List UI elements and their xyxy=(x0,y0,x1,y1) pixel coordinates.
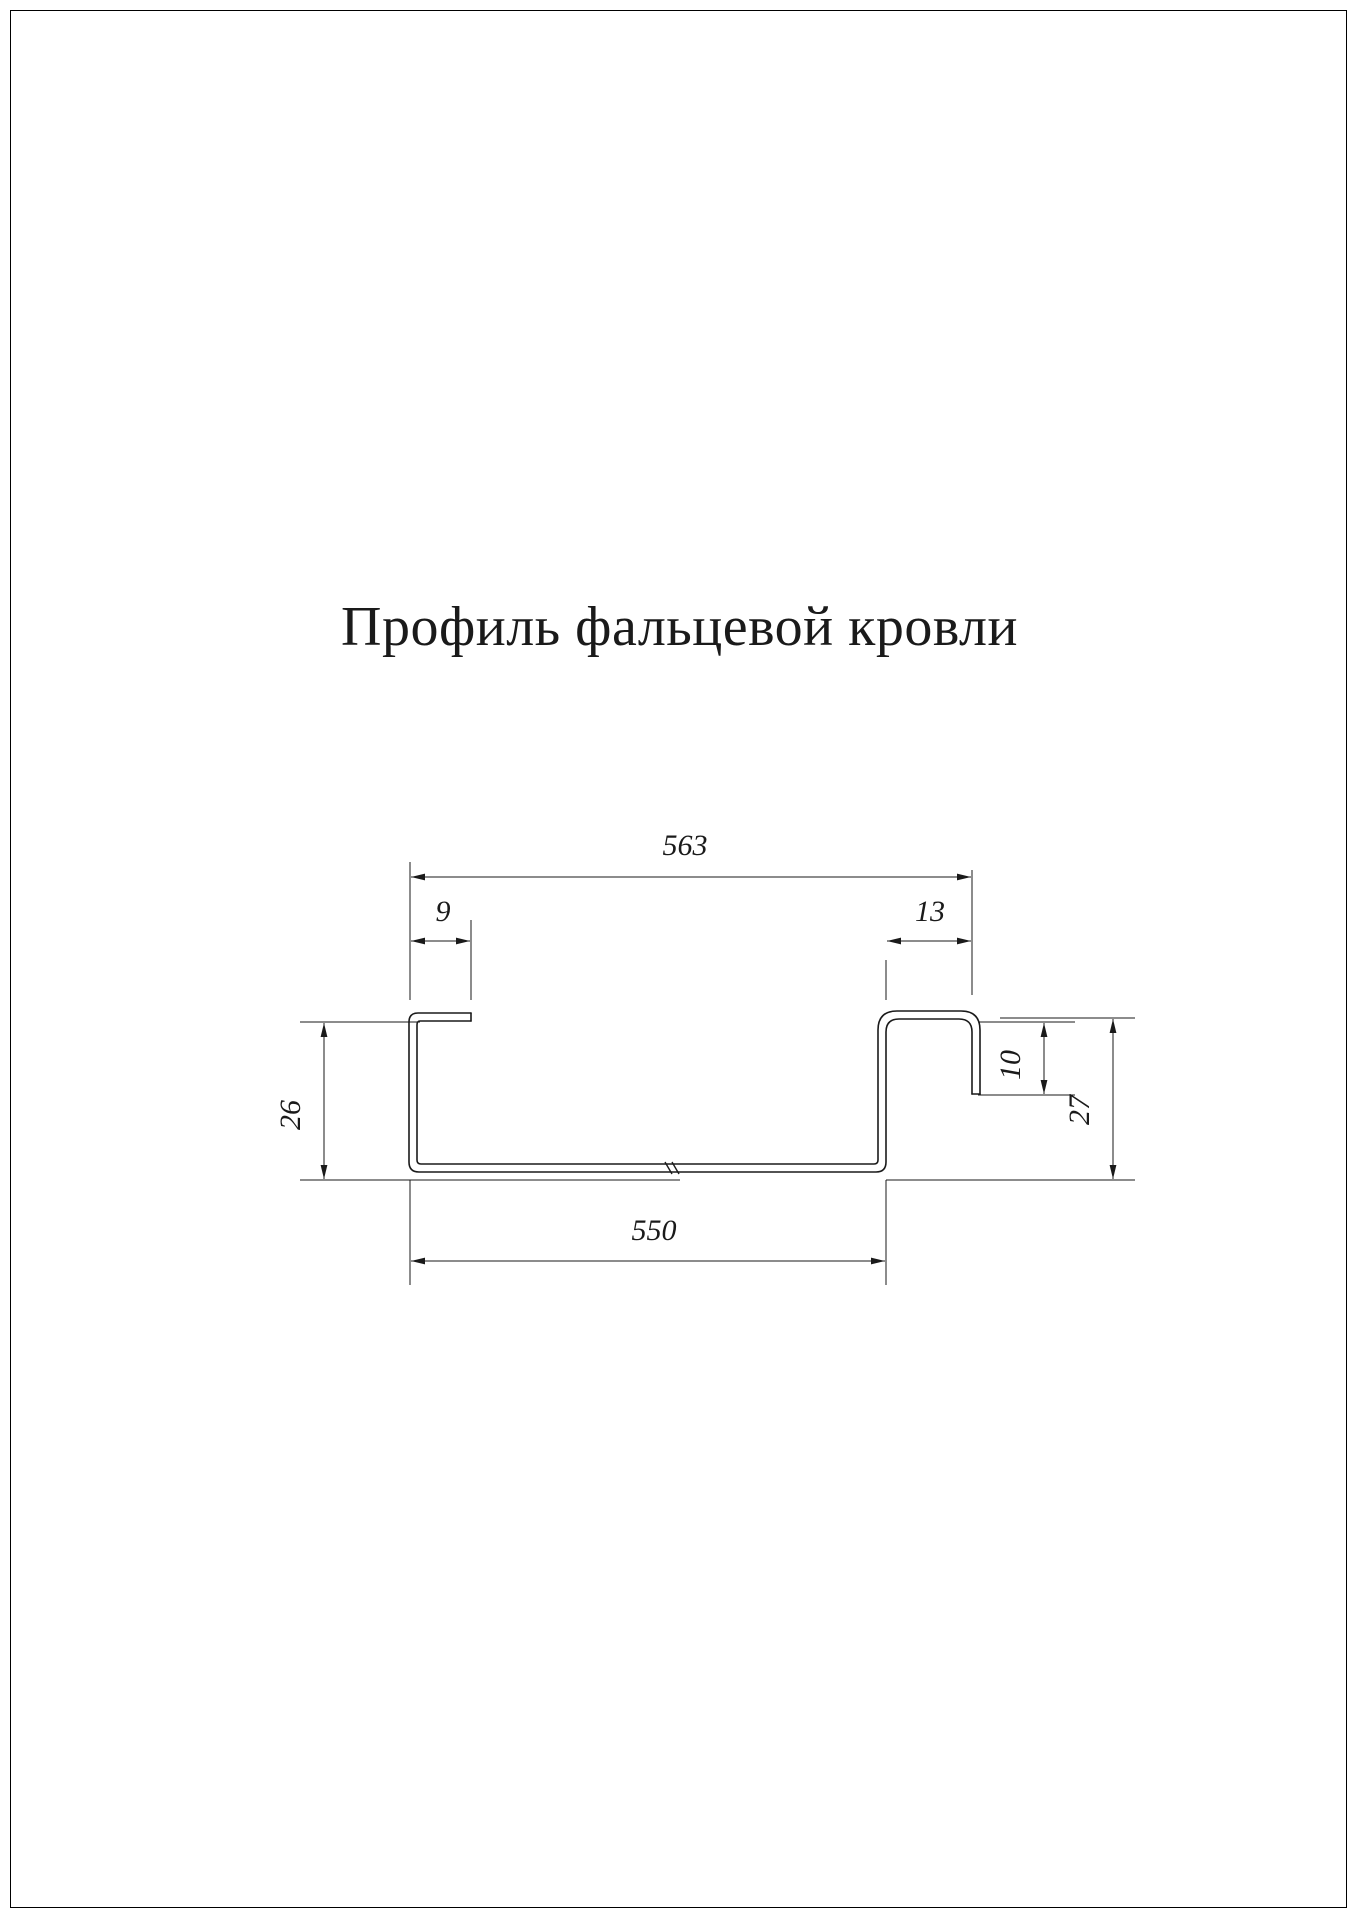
profile-outline xyxy=(409,1011,980,1172)
dimension-label-26: 26 xyxy=(274,1100,307,1130)
dimension-label-13: 13 xyxy=(915,895,945,928)
dimension-label-563: 563 xyxy=(662,829,708,862)
dimension-label-9: 9 xyxy=(435,895,451,928)
dimension-label-550: 550 xyxy=(631,1214,677,1247)
dimension-label-27: 27 xyxy=(1063,1095,1096,1125)
page-title: Профиль фальцевой кровли xyxy=(341,596,1018,658)
dimension-label-10: 10 xyxy=(994,1050,1027,1080)
